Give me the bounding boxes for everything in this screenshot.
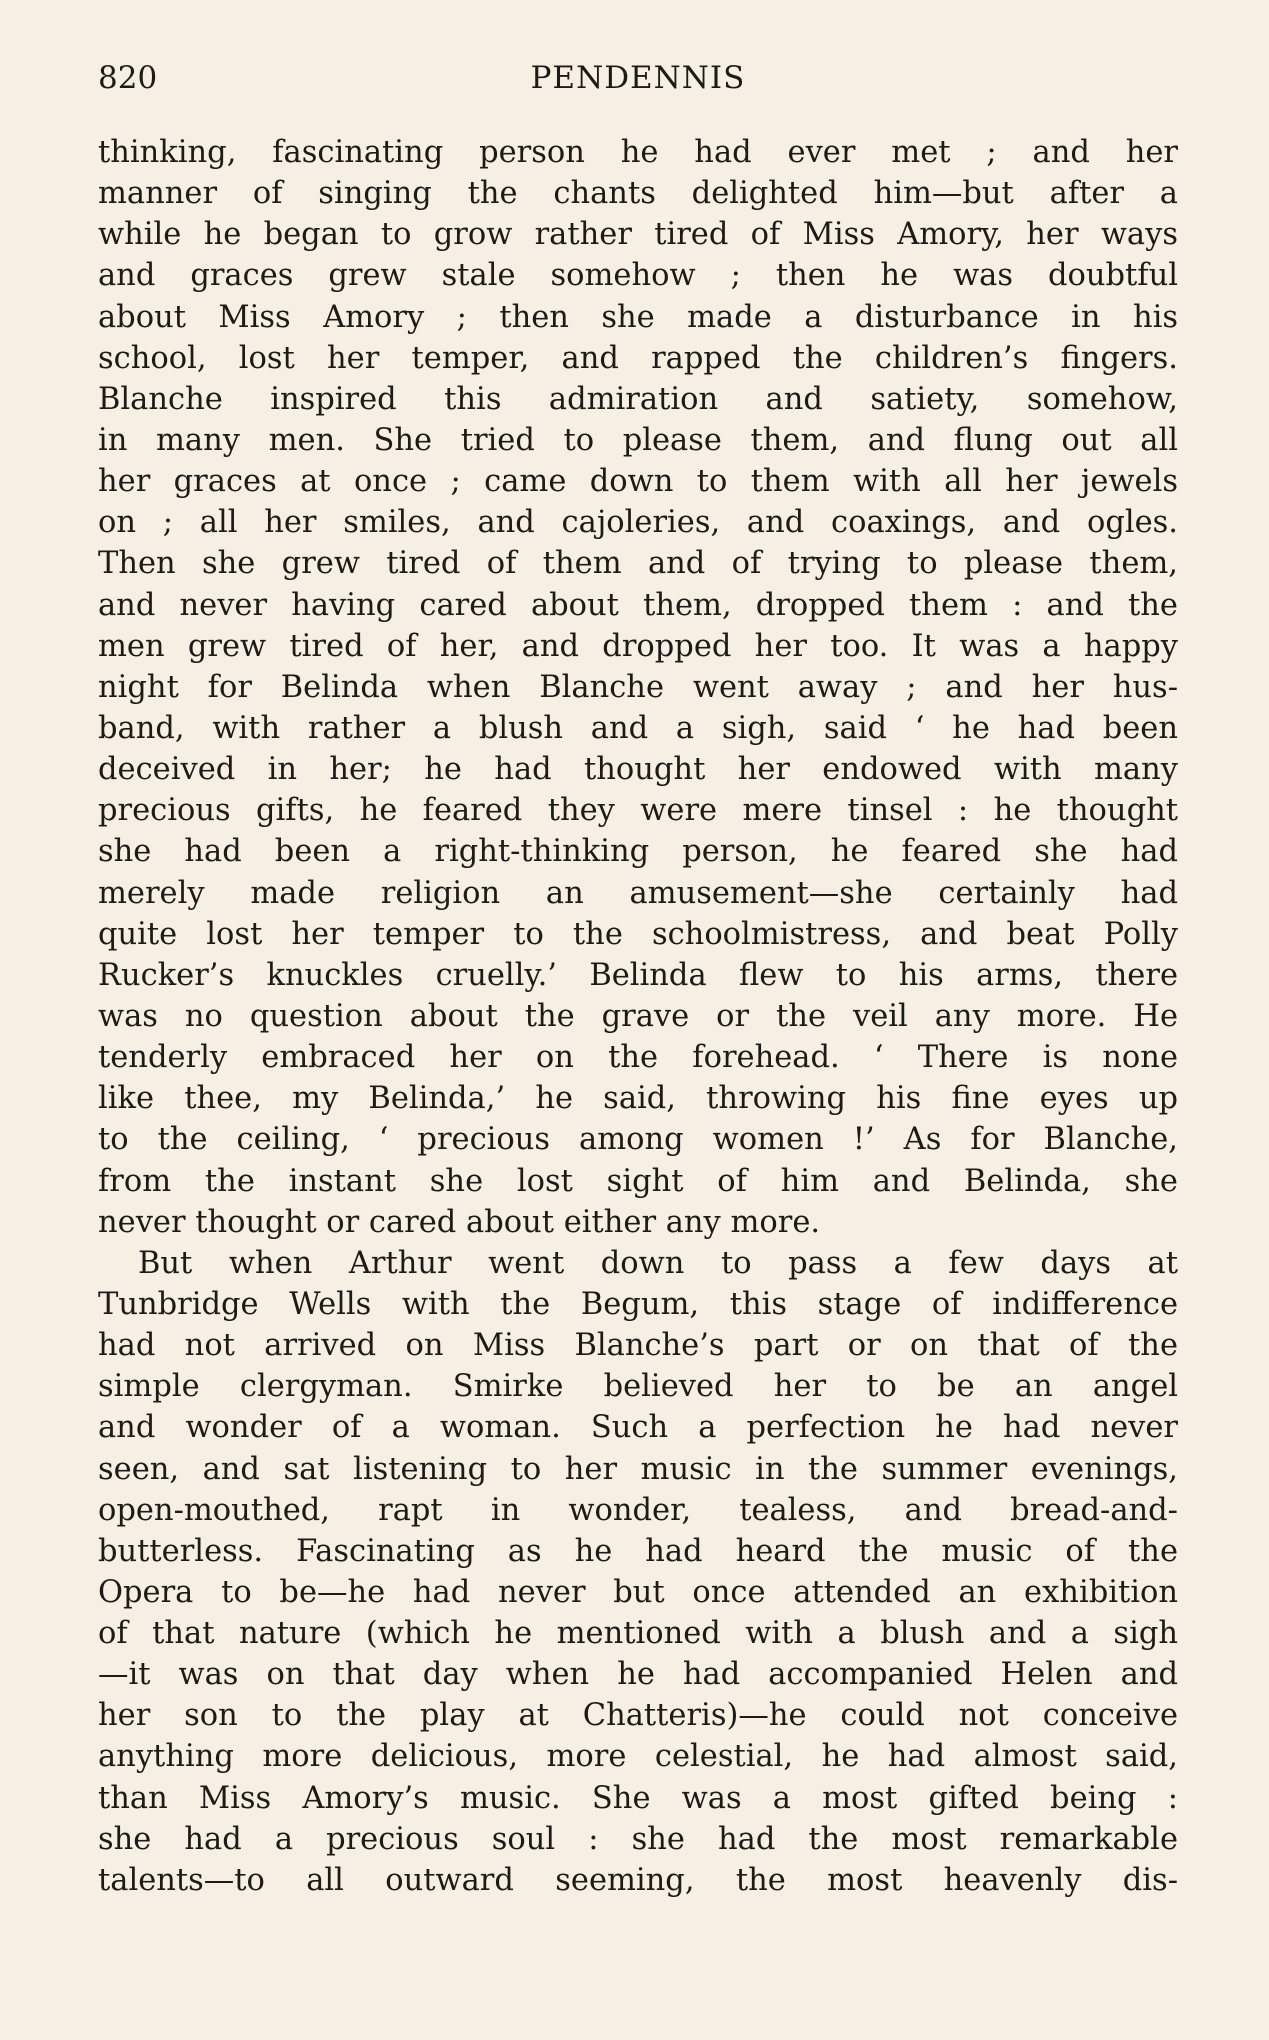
text-line: had not arrived on Miss Blanche’s part or on that of the [98, 1328, 1178, 1364]
text-line: school, lost her temper, and rapped the children’s fingers. [98, 340, 1178, 376]
text-line: simple clergyman. Smirke believed her to be an angel [98, 1369, 1178, 1405]
body-text [98, 132, 1178, 1901]
text-line: men grew tired of her, and dropped her too. It was a happy [98, 628, 1178, 664]
text-line: Opera to be—he had never but once attended an exhibition [98, 1574, 1178, 1610]
text-line: band, with rather a blush and a sigh, said ‘ he had been [98, 710, 1178, 746]
text-line: talents—to all outward seeming, the most heavenly dis- [98, 1862, 1178, 1898]
text-line: to the ceiling, ‘ precious among women !’ As for Blanche, [98, 1122, 1178, 1158]
text-line: tenderly embraced her on the forehead. ‘ There is none [98, 1040, 1178, 1076]
text-line: anything more delicious, more celestial, he had almost said, [98, 1739, 1178, 1775]
text-line: than Miss Amory’s music. She was a most gifted being : [98, 1780, 1178, 1816]
text-line: she had been a right-thinking person, he feared she had [98, 834, 1178, 870]
text-line: Blanche inspired this admiration and satiety, somehow, [98, 381, 1178, 417]
text-line: and never having cared about them, dropped them : and the [98, 587, 1178, 623]
text-line: like thee, my Belinda,’ he said, throwing his fine eyes up [98, 1081, 1178, 1117]
text-line: quite lost her temper to the schoolmistress, and beat Polly [98, 916, 1178, 952]
text-line: her graces at once ; came down to them with all her jewels [98, 464, 1178, 500]
text-line: and graces grew stale somehow ; then he was doubtful [98, 258, 1178, 294]
text-line: and wonder of a woman. Such a perfection he had never [98, 1410, 1178, 1446]
text-line: open-mouthed, rapt in wonder, tealess, and bread-and- [98, 1492, 1178, 1528]
text-line: But when Arthur went down to pass a few days at [138, 1245, 1178, 1281]
text-line: never thought or cared about either any more. [98, 1204, 821, 1240]
text-line: in many men. She tried to please them, and flung out all [98, 422, 1178, 458]
page-header [98, 54, 1178, 102]
text-line: Tunbridge Wells with the Begum, this stage of indifference [98, 1286, 1178, 1322]
text-line: seen, and sat listening to her music in the summer evenings, [98, 1451, 1178, 1487]
text-line: of that nature (which he mentioned with a blush and a sigh [98, 1616, 1178, 1652]
page-number: 820 [98, 60, 158, 96]
text-line: Then she grew tired of them and of trying to please them, [98, 546, 1178, 582]
text-line: —it was on that day when he had accompanied Helen and [98, 1657, 1178, 1693]
text-line: manner of singing the chants delighted him—but after a [98, 176, 1178, 212]
text-line: thinking, fascinating person he had ever met ; and her [98, 135, 1178, 170]
text-line: from the instant she lost sight of him and Belinda, she [98, 1163, 1178, 1199]
text-line: Rucker’s knuckles cruelly.’ Belinda flew to his arms, there [98, 957, 1178, 993]
text-line: she had a precious soul : she had the most remarkable [98, 1821, 1178, 1857]
text-line: was no question about the grave or the veil any more. He [98, 998, 1178, 1034]
text-line: butterless. Fascinating as he had heard the music of the [98, 1533, 1178, 1569]
running-title: PENDENNIS [530, 60, 746, 96]
text-line: on ; all her smiles, and cajoleries, and coaxings, and ogles. [98, 505, 1178, 541]
text-line: precious gifts, he feared they were mere tinsel : he thought [98, 793, 1178, 829]
text-line: night for Belinda when Blanche went away ; and her hus- [98, 669, 1178, 705]
text-line: merely made religion an amusement—she certainly had [98, 875, 1178, 911]
text-line: her son to the play at Chatteris)—he could not conceive [98, 1698, 1178, 1734]
text-line: while he began to grow rather tired of Miss Amory, her ways [98, 217, 1178, 253]
text-line: about Miss Amory ; then she made a disturbance in his [98, 299, 1178, 335]
text-line: deceived in her; he had thought her endowed with many [98, 752, 1178, 788]
